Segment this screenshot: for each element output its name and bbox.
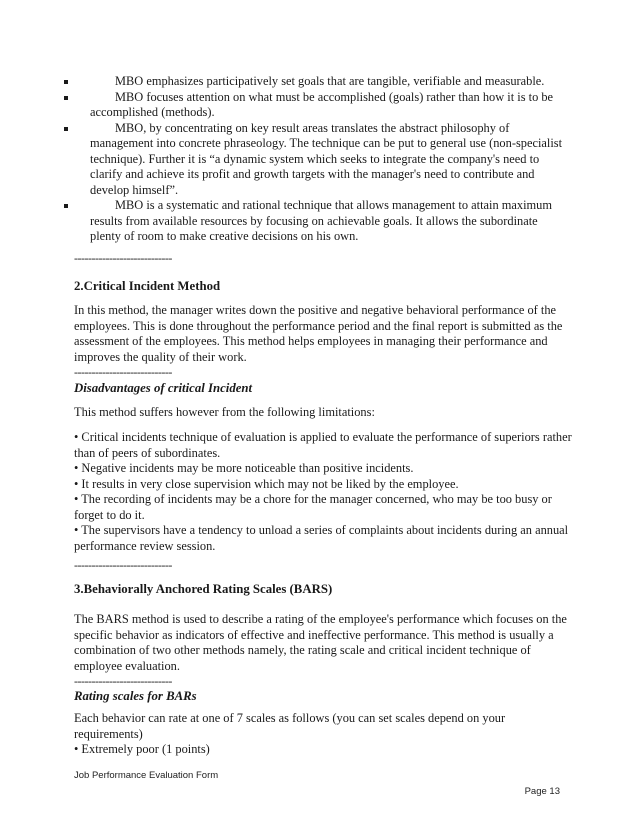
list-item: • Extremely poor (1 points) xyxy=(74,742,210,756)
page-number: Page 13 xyxy=(524,786,560,797)
section-heading-critical-incident: 2.Critical Incident Method xyxy=(74,279,221,293)
rating-scales-heading: Rating scales for BARs xyxy=(74,689,197,703)
list-item xyxy=(64,198,564,245)
rating-scales-intro: Each behavior can rate at one of 7 scales as follows (you can set scales depend on your requirements) xyxy=(74,711,506,741)
square-bullet-icon xyxy=(64,127,68,131)
section-heading-bars: 3.Behaviorally Anchored Rating Scales (BARS) xyxy=(74,582,333,596)
square-bullet-icon xyxy=(64,80,68,84)
square-bullet-icon xyxy=(64,204,68,208)
disadvantages-intro: This method suffers however from the following limitations: xyxy=(74,405,375,419)
mbo-bullet-text: MBO emphasizes participatively set goals that are tangible, verifiable and measurable. xyxy=(115,74,545,88)
mbo-bullet-text: MBO is a systematic and rational technique that allows management to attain maximum results from available resources by focusing on achievable goals. It allows the subordinate plenty of room to make creative decisions on his own. xyxy=(90,198,553,243)
disadvantages-heading: Disadvantages of critical Incident xyxy=(74,381,253,395)
critical-incident-body: In this method, the manager writes down the positive and negative behavioral performance of the employees. This is done throughout the performance period and the final report is submitted as the assessment of the employees. This method helps employees in managing their performance and improves the quality of their work. xyxy=(74,303,563,364)
list-item xyxy=(64,90,564,121)
list-item: • The supervisors have a tendency to unload a series of complaints about incidents during an annual performance review session. xyxy=(74,523,569,553)
mbo-bullet-text: MBO focuses attention on what must be accomplished (goals) rather than how it is to be accomplished (methods). xyxy=(90,89,554,119)
footer-title: Job Performance Evaluation Form xyxy=(74,770,219,781)
mbo-bullet-text: MBO, by concentrating on key result areas translates the abstract philosophy of management into concrete phraseology. The technique can be put to general use (non-specialist technique). Further it is “a dynamic system which seeks to integrate the company's need to clarify and achieve its profit and growth targets with the manager's need to contribute and develop himself”. xyxy=(90,120,563,197)
limitations-list xyxy=(74,430,574,554)
bars-body: The BARS method is used to describe a rating of the employee's performance which focuses on the specific behavior as indicators of effective and ineffective performance. This method is usually a combination of two other methods namely, the rating scale and critical incident technique of employee evaluation. xyxy=(74,612,567,673)
section-separator: ---------------------------- xyxy=(74,674,172,688)
mbo-bullet-list xyxy=(64,74,564,245)
list-item xyxy=(64,74,564,90)
list-item xyxy=(64,121,564,199)
list-item: • The recording of incidents may be a chore for the manager concerned, who may be too busy or forget to do it. xyxy=(74,492,552,522)
section-separator: ---------------------------- xyxy=(74,365,172,379)
section-separator: ---------------------------- xyxy=(74,558,172,572)
square-bullet-icon xyxy=(64,96,68,100)
list-item: • It results in very close supervision which may not be liked by the employee. xyxy=(74,476,459,491)
list-item: • Negative incidents may be more noticeable than positive incidents. xyxy=(74,461,414,475)
list-item: • Critical incidents technique of evaluation is applied to evaluate the performance of superiors rather than of peers of subordinates. xyxy=(74,430,572,460)
section-separator: ---------------------------- xyxy=(74,251,172,265)
